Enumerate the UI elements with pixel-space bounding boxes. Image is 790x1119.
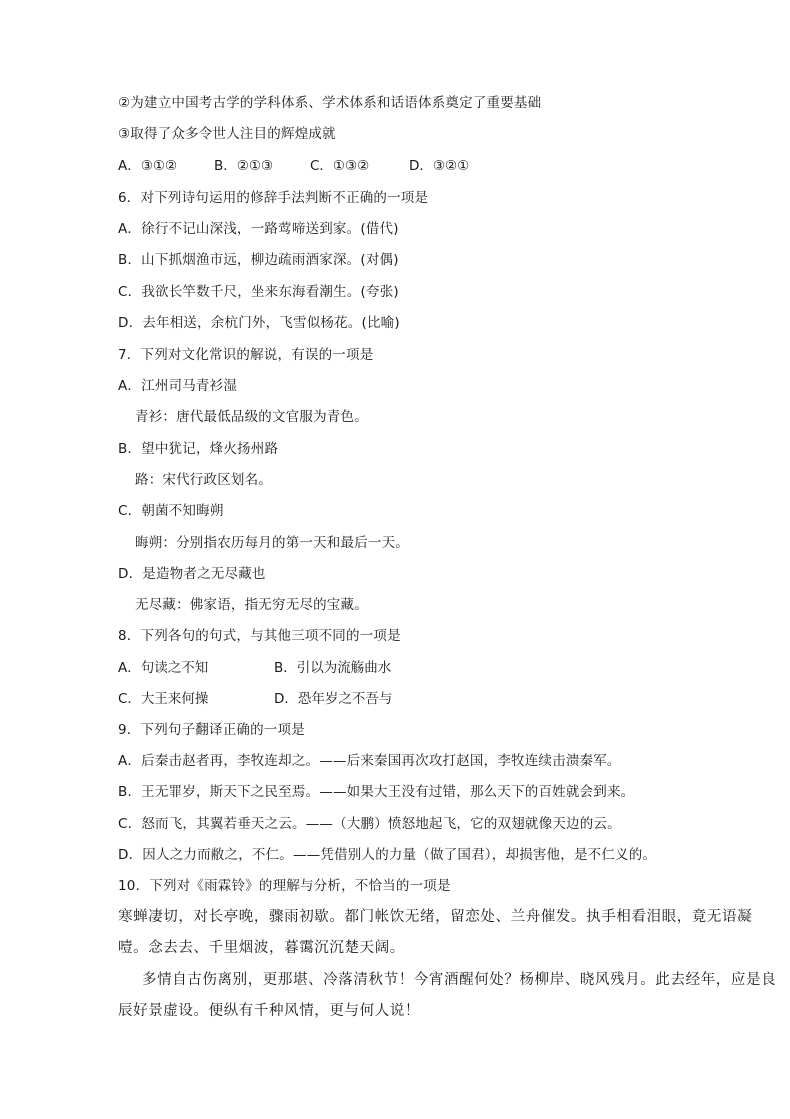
item-2-text: ②为建立中国考古学的学科体系、学术体系和话语体系奠定了重要基础 [118,95,542,111]
q5-option-a: A．③①② [118,158,178,174]
question-6-stem: 6．对下列诗句运用的修辞手法判断不正确的一项是 [118,190,429,206]
question-7-option-a-note: 青衫：唐代最低品级的文官服为青色。 [135,409,368,425]
question-7-option-c-note: 晦朔：分别指农历每月的第一天和最后一天。 [135,535,409,551]
question-9-option-b: B．王无罪岁，斯天下之民至焉。——如果大王没有过错，那么天下的百姓就会到来。 [118,784,635,800]
q8-options-row-1 [118,659,518,677]
question-9-stem: 9．下列句子翻译正确的一项是 [118,722,305,738]
poem-paragraph-2-line-2: 辰好景虚设。便纵有千种风情，更与何人说！ [118,1003,420,1019]
question-9-option-c: C．怒而飞，其翼若垂天之云。——（大鹏）愤怒地起飞，它的双翅就像天边的云。 [118,816,621,832]
question-7-stem: 7．下列对文化常识的解说，有误的一项是 [118,347,374,363]
q5-options-row [118,157,538,175]
q5-option-c: C．①③② [310,158,370,174]
q8-option-a: A．句读之不知 [118,660,209,676]
poem-paragraph-1-line-2: 噎。念去去、千里烟波，暮霭沉沉楚天阔。 [118,940,405,956]
question-7-option-c: C．朝菌不知晦朔 [118,503,224,519]
item-3-text: ③取得了众多令世人注目的辉煌成就 [118,126,336,142]
poem-paragraph-1-line-1: 寒蝉凄切，对长亭晚，骤雨初歇。都门帐饮无绪，留恋处、兰舟催发。执手相看泪眼，竟无语凝 [118,909,753,925]
poem-paragraph-2-line-1: 多情自古伤离别，更那堪、冷落清秋节！今宵酒醒何处？杨柳岸、晓风残月。此去经年，应是良 [142,972,777,988]
question-6-option-c: C．我欲长竿数千尺，坐来东海看潮生。(夸张) [118,284,399,300]
question-7-option-b: B．望中犹记，烽火扬州路 [118,441,279,457]
question-8-stem: 8．下列各句的句式，与其他三项不同的一项是 [118,628,401,644]
question-9-option-a: A．后秦击赵者再，李牧连却之。——后来秦国再次攻打赵国，李牧连续击溃秦军。 [118,753,621,769]
question-6-option-b: B．山下抓烟渔市远，柳边疏雨酒家深。(对偶) [118,252,399,268]
question-7-option-d-note: 无尽藏：佛家语，指无穷无尽的宝藏。 [135,597,368,613]
question-7-option-a: A．江州司马青衫湿 [118,378,238,394]
q5-option-b: B．②①③ [214,158,274,174]
q8-option-b: B．引以为流觞曲水 [274,660,392,676]
q8-options-row-2 [118,690,518,708]
question-10-stem: 10．下列对《雨霖铃》的理解与分析，不恰当的一项是 [118,878,451,894]
question-9-option-d: D．因人之力而敝之，不仁。——凭借别人的力量（做了国君），却损害他，是不仁义的。 [118,847,657,863]
q8-option-c: C．大王来何操 [118,691,209,707]
question-6-option-a: A．徐行不记山深浅，一路莺啼送到家。(借代) [118,221,399,237]
q8-option-d: D．恐年岁之不吾与 [274,691,393,707]
q5-option-d: D．③②① [409,158,470,174]
question-6-option-d: D．去年相送，余杭门外，飞雪似杨花。(比喻) [118,315,400,331]
question-7-option-d: D．是造物者之无尽藏也 [118,566,266,582]
question-7-option-b-note: 路：宋代行政区划名。 [135,472,272,488]
